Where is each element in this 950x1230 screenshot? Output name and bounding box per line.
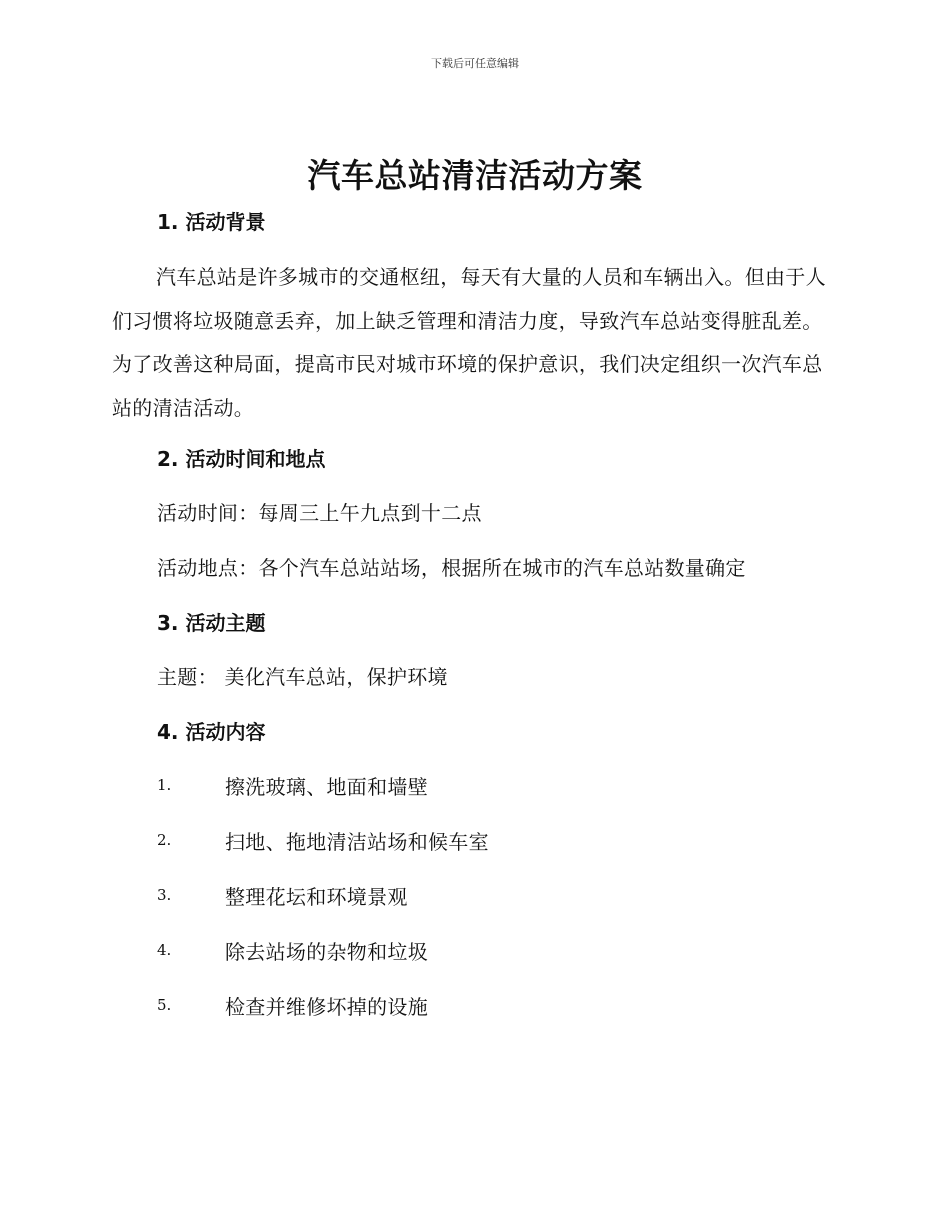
list-item-number: 4. bbox=[157, 941, 172, 959]
list-item-number: 1. bbox=[157, 776, 172, 794]
section-heading-content: 4. 活动内容 bbox=[157, 720, 266, 744]
activity-time-text: 活动时间：每周三上午九点到十二点 bbox=[157, 501, 482, 525]
list-item-number: 5. bbox=[157, 996, 172, 1014]
section-heading-background: 1. 活动背景 bbox=[157, 210, 266, 234]
activity-place-text: 活动地点：各个汽车总站站场，根据所在城市的汽车总站数量确定 bbox=[157, 556, 746, 580]
background-paragraph: 汽车总站是许多城市的交通枢纽，每天有大量的人员和车辆出入。但由于人们习惯将垃圾随意丢弃，加上缺乏管理和清洁力度，导致汽车总站变得脏乱差。为了改善这种局面，提高市民对城市环境的保护意识，我们决定组织一次汽车总站的清洁活动。 bbox=[112, 265, 826, 420]
list-item-text: 扫地、拖地清洁站场和候车室 bbox=[225, 830, 489, 854]
page-header-note: 下载后可任意编辑 bbox=[431, 57, 519, 70]
document-title: 汽车总站清洁活动方案 bbox=[307, 156, 643, 195]
list-item-text: 擦洗玻璃、地面和墙壁 bbox=[225, 775, 428, 799]
list-item-number: 3. bbox=[157, 886, 172, 904]
section-heading-theme: 3. 活动主题 bbox=[157, 611, 266, 635]
list-item-number: 2. bbox=[157, 831, 172, 849]
list-item-text: 除去站场的杂物和垃圾 bbox=[225, 940, 428, 964]
section-heading-time-place: 2. 活动时间和地点 bbox=[157, 447, 326, 471]
list-item-text: 检查并维修坏掉的设施 bbox=[225, 995, 428, 1019]
theme-text: 主题： 美化汽车总站，保护环境 bbox=[157, 665, 448, 689]
list-item-text: 整理花坛和环境景观 bbox=[225, 885, 408, 909]
